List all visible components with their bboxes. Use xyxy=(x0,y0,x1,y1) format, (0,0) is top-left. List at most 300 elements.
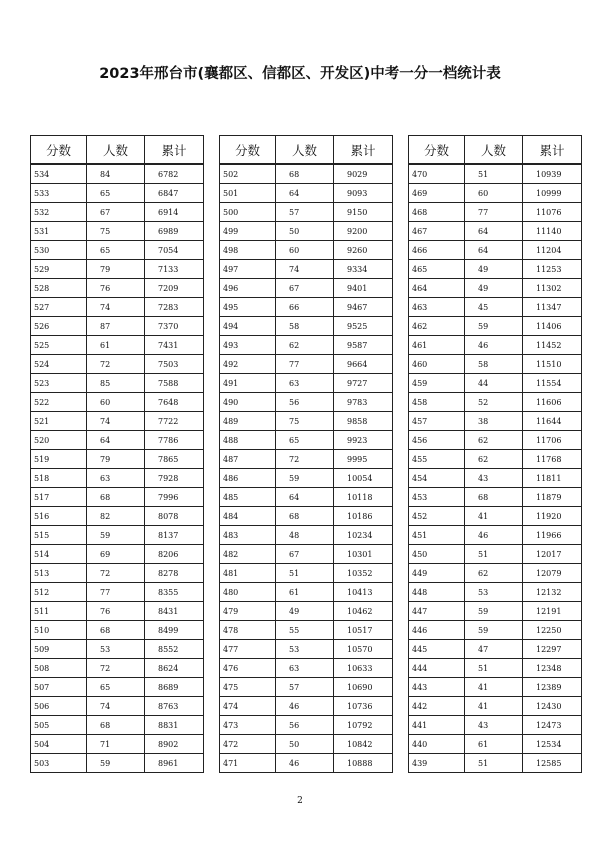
table-row xyxy=(220,279,393,298)
score-cell: 468 xyxy=(409,203,465,222)
cumulative-cell: 12389 xyxy=(523,678,582,697)
count-cell: 74 xyxy=(276,260,334,279)
score-cell: 486 xyxy=(220,469,276,488)
count-cell: 63 xyxy=(276,659,334,678)
score-cell: 492 xyxy=(220,355,276,374)
count-cell: 71 xyxy=(87,735,145,754)
score-cell: 526 xyxy=(31,317,87,336)
cumulative-cell: 9200 xyxy=(334,222,393,241)
count-cell: 68 xyxy=(276,507,334,526)
table-row xyxy=(31,564,204,583)
cumulative-cell: 8499 xyxy=(145,621,204,640)
cumulative-cell: 8431 xyxy=(145,602,204,621)
cumulative-cell: 11253 xyxy=(523,260,582,279)
score-cell: 477 xyxy=(220,640,276,659)
table-row xyxy=(220,678,393,697)
score-cell: 521 xyxy=(31,412,87,431)
count-cell: 46 xyxy=(276,697,334,716)
table-row xyxy=(409,526,582,545)
count-cell: 51 xyxy=(465,164,523,184)
score-cell: 442 xyxy=(409,697,465,716)
count-cell: 51 xyxy=(465,754,523,773)
header-count: 人数 xyxy=(276,136,334,165)
table-row xyxy=(220,260,393,279)
table-row xyxy=(220,716,393,735)
table-row xyxy=(409,602,582,621)
table-row xyxy=(409,279,582,298)
count-cell: 60 xyxy=(276,241,334,260)
cumulative-cell: 11452 xyxy=(523,336,582,355)
score-cell: 503 xyxy=(31,754,87,773)
score-cell: 449 xyxy=(409,564,465,583)
score-cell: 509 xyxy=(31,640,87,659)
count-cell: 65 xyxy=(87,184,145,203)
cumulative-cell: 6847 xyxy=(145,184,204,203)
count-cell: 58 xyxy=(276,317,334,336)
table-row xyxy=(409,545,582,564)
table-row xyxy=(220,583,393,602)
header-cumulative: 累计 xyxy=(523,136,582,165)
count-cell: 68 xyxy=(276,164,334,184)
cumulative-cell: 7928 xyxy=(145,469,204,488)
header-cumulative: 累计 xyxy=(145,136,204,165)
cumulative-cell: 12348 xyxy=(523,659,582,678)
count-cell: 72 xyxy=(87,355,145,374)
table-row xyxy=(31,678,204,697)
cumulative-cell: 10186 xyxy=(334,507,393,526)
cumulative-cell: 7503 xyxy=(145,355,204,374)
count-cell: 59 xyxy=(465,602,523,621)
table-row xyxy=(409,488,582,507)
count-cell: 65 xyxy=(87,241,145,260)
table-row xyxy=(409,678,582,697)
count-cell: 57 xyxy=(276,203,334,222)
cumulative-cell: 12534 xyxy=(523,735,582,754)
count-cell: 74 xyxy=(87,412,145,431)
cumulative-cell: 10301 xyxy=(334,545,393,564)
cumulative-cell: 8763 xyxy=(145,697,204,716)
count-cell: 60 xyxy=(465,184,523,203)
cumulative-cell: 12297 xyxy=(523,640,582,659)
cumulative-cell: 9467 xyxy=(334,298,393,317)
score-cell: 497 xyxy=(220,260,276,279)
score-cell: 527 xyxy=(31,298,87,317)
score-cell: 457 xyxy=(409,412,465,431)
score-cell: 508 xyxy=(31,659,87,678)
cumulative-cell: 9783 xyxy=(334,393,393,412)
cumulative-cell: 11706 xyxy=(523,431,582,450)
cumulative-cell: 8206 xyxy=(145,545,204,564)
count-cell: 74 xyxy=(87,298,145,317)
count-cell: 47 xyxy=(465,640,523,659)
score-cell: 448 xyxy=(409,583,465,602)
cumulative-cell: 7648 xyxy=(145,393,204,412)
cumulative-cell: 10999 xyxy=(523,184,582,203)
count-cell: 58 xyxy=(465,355,523,374)
score-cell: 473 xyxy=(220,716,276,735)
cumulative-cell: 9587 xyxy=(334,336,393,355)
cumulative-cell: 11811 xyxy=(523,469,582,488)
page-title: 2023年邢台市(襄都区、信都区、开发区)中考一分一档统计表 xyxy=(99,66,501,82)
count-cell: 75 xyxy=(276,412,334,431)
score-cell: 533 xyxy=(31,184,87,203)
score-cell: 478 xyxy=(220,621,276,640)
count-cell: 67 xyxy=(276,545,334,564)
cumulative-cell: 9525 xyxy=(334,317,393,336)
count-cell: 62 xyxy=(465,564,523,583)
table-row xyxy=(409,222,582,241)
score-cell: 506 xyxy=(31,697,87,716)
score-cell: 514 xyxy=(31,545,87,564)
count-cell: 50 xyxy=(276,222,334,241)
score-cell: 487 xyxy=(220,450,276,469)
score-cell: 474 xyxy=(220,697,276,716)
table-row xyxy=(220,469,393,488)
cumulative-cell: 11606 xyxy=(523,393,582,412)
score-cell: 458 xyxy=(409,393,465,412)
count-cell: 87 xyxy=(87,317,145,336)
score-cell: 516 xyxy=(31,507,87,526)
count-cell: 68 xyxy=(465,488,523,507)
cumulative-cell: 10413 xyxy=(334,583,393,602)
table-row xyxy=(31,754,204,773)
cumulative-cell: 7133 xyxy=(145,260,204,279)
table-row xyxy=(31,317,204,336)
cumulative-cell: 8902 xyxy=(145,735,204,754)
count-cell: 57 xyxy=(276,678,334,697)
table-row xyxy=(409,431,582,450)
table-row xyxy=(220,526,393,545)
count-cell: 46 xyxy=(465,336,523,355)
score-cell: 510 xyxy=(31,621,87,640)
table-row xyxy=(220,735,393,754)
cumulative-cell: 11302 xyxy=(523,279,582,298)
table-row xyxy=(220,488,393,507)
score-cell: 459 xyxy=(409,374,465,393)
table-row xyxy=(31,469,204,488)
count-cell: 49 xyxy=(465,260,523,279)
score-cell: 529 xyxy=(31,260,87,279)
score-cell: 520 xyxy=(31,431,87,450)
score-table-3 xyxy=(408,135,582,773)
count-cell: 61 xyxy=(276,583,334,602)
table-row xyxy=(409,659,582,678)
cumulative-cell: 7786 xyxy=(145,431,204,450)
table-row xyxy=(409,640,582,659)
score-cell: 517 xyxy=(31,488,87,507)
count-cell: 41 xyxy=(465,697,523,716)
count-cell: 52 xyxy=(465,393,523,412)
table-row xyxy=(220,241,393,260)
table-row xyxy=(220,298,393,317)
count-cell: 68 xyxy=(87,488,145,507)
count-cell: 51 xyxy=(465,545,523,564)
table-row xyxy=(220,355,393,374)
table-row xyxy=(220,564,393,583)
table-row xyxy=(409,697,582,716)
count-cell: 75 xyxy=(87,222,145,241)
count-cell: 46 xyxy=(465,526,523,545)
cumulative-cell: 8278 xyxy=(145,564,204,583)
score-cell: 475 xyxy=(220,678,276,697)
count-cell: 77 xyxy=(276,355,334,374)
cumulative-cell: 10888 xyxy=(334,754,393,773)
score-table-1 xyxy=(30,135,204,773)
table-row xyxy=(409,450,582,469)
cumulative-cell: 8137 xyxy=(145,526,204,545)
cumulative-cell: 11879 xyxy=(523,488,582,507)
cumulative-cell: 10462 xyxy=(334,602,393,621)
count-cell: 63 xyxy=(276,374,334,393)
score-cell: 447 xyxy=(409,602,465,621)
header-score: 分数 xyxy=(220,136,276,165)
table-row xyxy=(31,450,204,469)
table-row xyxy=(409,469,582,488)
count-cell: 84 xyxy=(87,164,145,184)
count-cell: 41 xyxy=(465,678,523,697)
count-cell: 66 xyxy=(276,298,334,317)
count-cell: 61 xyxy=(87,336,145,355)
count-cell: 65 xyxy=(276,431,334,450)
count-cell: 59 xyxy=(465,317,523,336)
count-cell: 53 xyxy=(465,583,523,602)
count-cell: 46 xyxy=(276,754,334,773)
score-cell: 512 xyxy=(31,583,87,602)
table-row xyxy=(409,583,582,602)
cumulative-cell: 8831 xyxy=(145,716,204,735)
score-cell: 496 xyxy=(220,279,276,298)
score-cell: 515 xyxy=(31,526,87,545)
cumulative-cell: 11347 xyxy=(523,298,582,317)
cumulative-cell: 10352 xyxy=(334,564,393,583)
count-cell: 82 xyxy=(87,507,145,526)
table-row xyxy=(31,393,204,412)
cumulative-cell: 9150 xyxy=(334,203,393,222)
count-cell: 72 xyxy=(87,659,145,678)
count-cell: 56 xyxy=(276,716,334,735)
count-cell: 72 xyxy=(87,564,145,583)
cumulative-cell: 10939 xyxy=(523,164,582,184)
table-row xyxy=(31,431,204,450)
cumulative-cell: 7054 xyxy=(145,241,204,260)
score-cell: 491 xyxy=(220,374,276,393)
cumulative-cell: 11768 xyxy=(523,450,582,469)
score-cell: 523 xyxy=(31,374,87,393)
cumulative-cell: 10517 xyxy=(334,621,393,640)
score-cell: 465 xyxy=(409,260,465,279)
score-cell: 441 xyxy=(409,716,465,735)
count-cell: 63 xyxy=(87,469,145,488)
cumulative-cell: 10118 xyxy=(334,488,393,507)
score-cell: 522 xyxy=(31,393,87,412)
score-cell: 470 xyxy=(409,164,465,184)
score-table-2 xyxy=(219,135,393,773)
score-cell: 513 xyxy=(31,564,87,583)
table-row xyxy=(31,336,204,355)
cumulative-cell: 12585 xyxy=(523,754,582,773)
count-cell: 45 xyxy=(465,298,523,317)
table-row xyxy=(31,602,204,621)
count-cell: 56 xyxy=(276,393,334,412)
count-cell: 74 xyxy=(87,697,145,716)
score-cell: 479 xyxy=(220,602,276,621)
count-cell: 43 xyxy=(465,469,523,488)
count-cell: 44 xyxy=(465,374,523,393)
cumulative-cell: 8689 xyxy=(145,678,204,697)
cumulative-cell: 7283 xyxy=(145,298,204,317)
table-row xyxy=(409,184,582,203)
table-row xyxy=(409,336,582,355)
count-cell: 64 xyxy=(276,488,334,507)
table-row xyxy=(31,184,204,203)
count-cell: 62 xyxy=(465,450,523,469)
cumulative-cell: 9093 xyxy=(334,184,393,203)
count-cell: 79 xyxy=(87,260,145,279)
score-cell: 454 xyxy=(409,469,465,488)
table-row xyxy=(220,164,393,184)
table-row xyxy=(31,507,204,526)
table-row xyxy=(220,640,393,659)
score-cell: 483 xyxy=(220,526,276,545)
count-cell: 64 xyxy=(87,431,145,450)
cumulative-cell: 8552 xyxy=(145,640,204,659)
table-row xyxy=(220,203,393,222)
score-cell: 494 xyxy=(220,317,276,336)
score-cell: 530 xyxy=(31,241,87,260)
cumulative-cell: 12079 xyxy=(523,564,582,583)
count-cell: 67 xyxy=(276,279,334,298)
count-cell: 62 xyxy=(276,336,334,355)
cumulative-cell: 11140 xyxy=(523,222,582,241)
score-cell: 519 xyxy=(31,450,87,469)
score-cell: 518 xyxy=(31,469,87,488)
table-row xyxy=(409,393,582,412)
table-row xyxy=(220,393,393,412)
table-row xyxy=(31,640,204,659)
score-cell: 472 xyxy=(220,735,276,754)
score-cell: 453 xyxy=(409,488,465,507)
score-cell: 525 xyxy=(31,336,87,355)
score-cell: 488 xyxy=(220,431,276,450)
table-row xyxy=(31,735,204,754)
cumulative-cell: 7370 xyxy=(145,317,204,336)
score-cell: 463 xyxy=(409,298,465,317)
table-row xyxy=(31,488,204,507)
cumulative-cell: 10234 xyxy=(334,526,393,545)
score-cell: 466 xyxy=(409,241,465,260)
count-cell: 69 xyxy=(87,545,145,564)
count-cell: 77 xyxy=(87,583,145,602)
table-row xyxy=(31,659,204,678)
table-row xyxy=(31,241,204,260)
cumulative-cell: 10054 xyxy=(334,469,393,488)
count-cell: 59 xyxy=(87,526,145,545)
cumulative-cell: 8355 xyxy=(145,583,204,602)
cumulative-cell: 11920 xyxy=(523,507,582,526)
table-row xyxy=(409,317,582,336)
table-row xyxy=(31,716,204,735)
cumulative-cell: 9401 xyxy=(334,279,393,298)
score-cell: 450 xyxy=(409,545,465,564)
table-row xyxy=(220,621,393,640)
table-row xyxy=(409,203,582,222)
score-cell: 534 xyxy=(31,164,87,184)
table-row xyxy=(220,412,393,431)
score-cell: 476 xyxy=(220,659,276,678)
cumulative-cell: 9858 xyxy=(334,412,393,431)
count-cell: 41 xyxy=(465,507,523,526)
table-row xyxy=(409,241,582,260)
cumulative-cell: 12430 xyxy=(523,697,582,716)
cumulative-cell: 10570 xyxy=(334,640,393,659)
cumulative-cell: 12017 xyxy=(523,545,582,564)
table-row xyxy=(220,374,393,393)
table-row xyxy=(220,602,393,621)
table-row xyxy=(31,203,204,222)
count-cell: 68 xyxy=(87,716,145,735)
count-cell: 61 xyxy=(465,735,523,754)
table-row xyxy=(220,754,393,773)
score-cell: 505 xyxy=(31,716,87,735)
score-cell: 456 xyxy=(409,431,465,450)
table-row xyxy=(220,222,393,241)
table-row xyxy=(31,621,204,640)
score-cell: 499 xyxy=(220,222,276,241)
count-cell: 72 xyxy=(276,450,334,469)
score-cell: 495 xyxy=(220,298,276,317)
cumulative-cell: 9334 xyxy=(334,260,393,279)
table-row xyxy=(220,317,393,336)
score-cell: 484 xyxy=(220,507,276,526)
score-cell: 532 xyxy=(31,203,87,222)
table-row xyxy=(31,583,204,602)
score-cell: 511 xyxy=(31,602,87,621)
score-cell: 445 xyxy=(409,640,465,659)
count-cell: 49 xyxy=(276,602,334,621)
score-cell: 439 xyxy=(409,754,465,773)
table-row xyxy=(31,260,204,279)
count-cell: 76 xyxy=(87,279,145,298)
header-cumulative: 累计 xyxy=(334,136,393,165)
score-cell: 467 xyxy=(409,222,465,241)
table-row xyxy=(220,450,393,469)
count-cell: 51 xyxy=(276,564,334,583)
count-cell: 64 xyxy=(465,241,523,260)
count-cell: 64 xyxy=(465,222,523,241)
count-cell: 59 xyxy=(87,754,145,773)
table-row xyxy=(31,298,204,317)
score-cell: 460 xyxy=(409,355,465,374)
table-row xyxy=(409,754,582,773)
count-cell: 79 xyxy=(87,450,145,469)
count-cell: 64 xyxy=(276,184,334,203)
table-row xyxy=(220,697,393,716)
cumulative-cell: 10736 xyxy=(334,697,393,716)
score-cell: 490 xyxy=(220,393,276,412)
count-cell: 43 xyxy=(465,716,523,735)
table-row xyxy=(409,621,582,640)
cumulative-cell: 11966 xyxy=(523,526,582,545)
header-count: 人数 xyxy=(87,136,145,165)
score-cell: 504 xyxy=(31,735,87,754)
count-cell: 68 xyxy=(87,621,145,640)
cumulative-cell: 8078 xyxy=(145,507,204,526)
cumulative-cell: 7722 xyxy=(145,412,204,431)
score-cell: 452 xyxy=(409,507,465,526)
cumulative-cell: 8961 xyxy=(145,754,204,773)
cumulative-cell: 8624 xyxy=(145,659,204,678)
header-score: 分数 xyxy=(409,136,465,165)
